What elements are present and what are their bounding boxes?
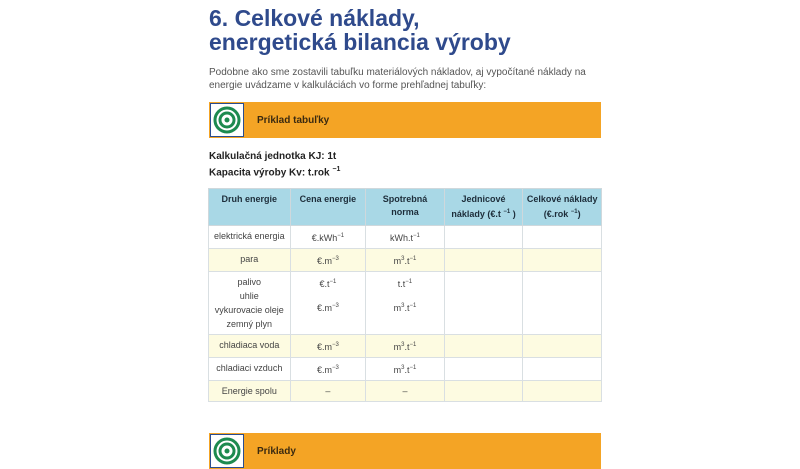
- table-row: Energie spolu – –: [209, 381, 602, 402]
- target-icon: [210, 434, 244, 468]
- calculation-unit-block: [209, 150, 601, 179]
- table-row: para $€.m^{-3}$ $m^3.t^{-1}$: [209, 249, 602, 272]
- table-row: elektrická energia €.kWh$^{-1}$ $kWh.t^{-1}$: [209, 226, 602, 249]
- examples-label: Príklady: [257, 445, 296, 457]
- page-title: [209, 6, 511, 54]
- table-header-row: [209, 189, 602, 226]
- col-header-spotreba: Spotrebná norma: [366, 189, 445, 226]
- table-row: palivo uhlie vykurovacie oleje zemný plyn $€.t^{-1}$ $€.m^{-3}$ $t.t^{-1}$ $m^3.t^{-1}$: [209, 272, 602, 335]
- col-header-celkove: Celkové náklady (€.rok $^{-1}$): [523, 189, 602, 226]
- calculation-unit: Kalkulačná jednotka KJ: 1t: [209, 151, 337, 162]
- production-capacity: Kapacita výroby Kv: t.rok $^{-1}$: [209, 166, 341, 179]
- target-icon: [210, 103, 244, 137]
- col-header-cena: Cena energie: [290, 189, 366, 226]
- example-table-banner: [209, 102, 601, 138]
- table-row: chladiaca voda $€.m^{-3}$ $m^3.t^{-1}$: [209, 335, 602, 358]
- intro-paragraph: Podobne ako sme zostavili tabuľku materiálových nákladov, aj vypočítané náklady na energie uvádzame v kalkuláciách vo forme prehľadnej tabuľky:: [209, 67, 586, 91]
- col-header-jednicove: Jednicové náklady (€.t $^{-1}$ ): [444, 189, 523, 226]
- table-row: chladiaci vzduch $€.m^{-3}$ $m^3.t^{-1}$: [209, 358, 602, 381]
- page-title-line2: energetická bilancia výroby: [209, 29, 511, 55]
- example-table-label: Príklad tabuľky: [257, 114, 330, 126]
- examples-banner: [209, 433, 601, 469]
- page-title-line1: 6. Celkové náklady,: [209, 5, 420, 31]
- col-header-druh: Druh energie: [209, 189, 291, 226]
- energy-cost-table: [208, 188, 602, 402]
